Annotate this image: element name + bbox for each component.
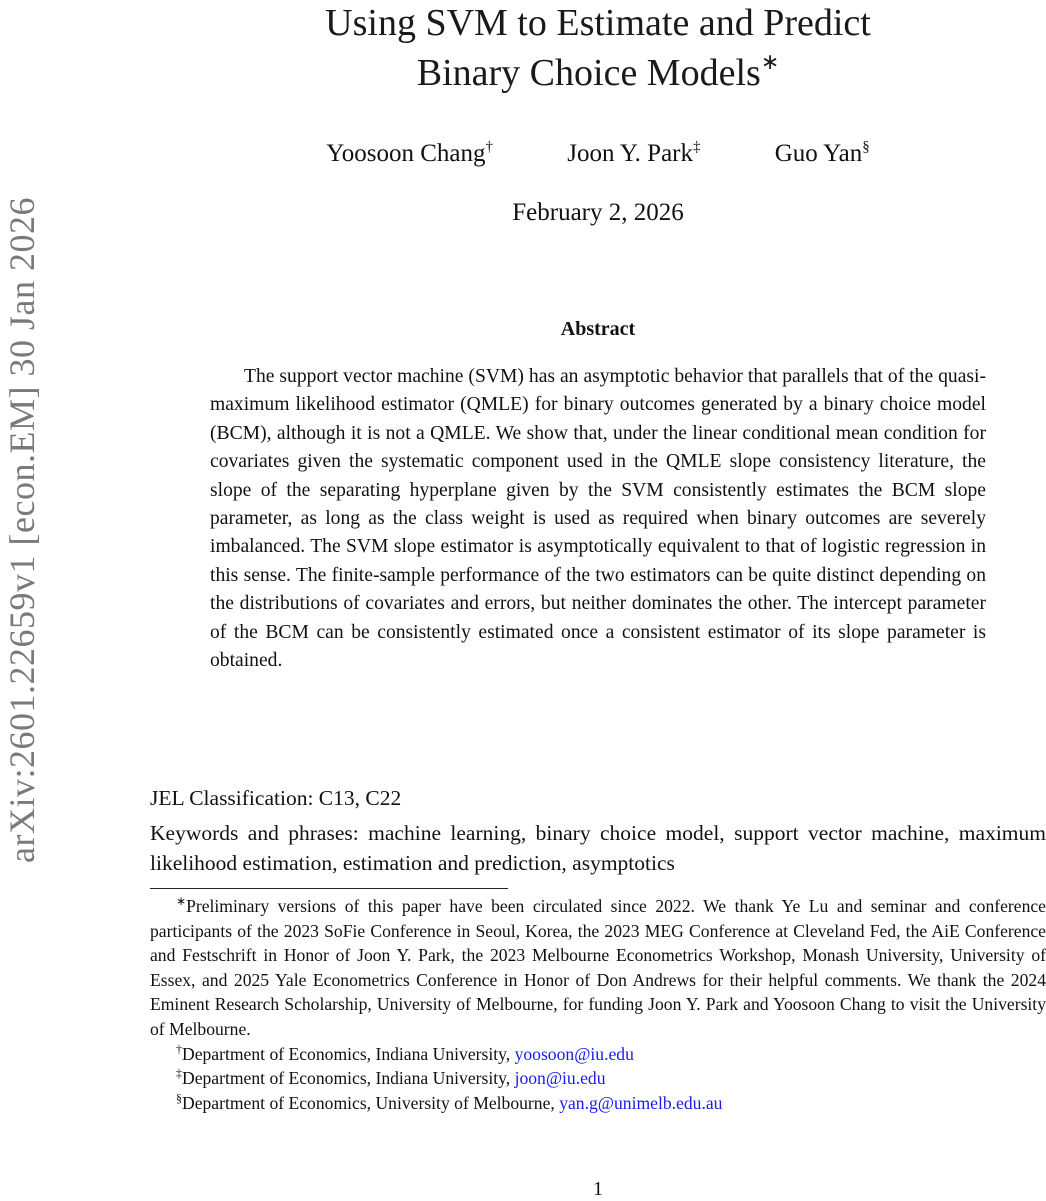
footnote-divider xyxy=(150,888,508,889)
footnote-mark: § xyxy=(176,1090,182,1105)
footnote-affiliation-yan xyxy=(150,1091,1046,1116)
title-line-2-text: Binary Choice Models xyxy=(416,52,761,94)
keywords: Keywords and phrases: machine learning, binary choice model, support vector machine, maximum likelihood estimation, estimation and prediction, asymptotics xyxy=(150,821,1046,875)
footnotes xyxy=(150,894,1046,1115)
footnote-text: Preliminary versions of this paper have been circulated since 2022. We thank Ye Lu and seminar and conference participants of the 2023 SoFie Conference in Seoul, Korea, the 2023 MEG Conference at Cleveland Fed, the AiE Conference and Festschrift in Honor of Joon Y. Park, the 2023 Melbourne Econometrics Workshop, Monash University, University of Essex, and 2025 Yale Econometrics Conference in Honor of Don Andrews for their helpful comments. We thank the 2024 Eminent Research Scholarship, University of Melbourne, for funding Joon Y. Park and Yoosoon Chang to visit the University of Melbourne. xyxy=(150,896,1046,1039)
footnote-mark: ‡ xyxy=(176,1066,182,1081)
author-list xyxy=(150,140,1046,168)
jel-classification: JEL Classification: C13, C22 xyxy=(150,786,402,810)
author-3-mark: § xyxy=(862,139,870,155)
author-1-mark: † xyxy=(485,139,494,155)
paper-title xyxy=(150,0,1046,98)
author-1-name: Yoosoon Chang xyxy=(326,140,486,167)
footnote-affiliation-park xyxy=(150,1066,1046,1091)
author-2-mark: ‡ xyxy=(693,139,701,155)
email-link-yan[interactable]: yan.g@unimelb.edu.au xyxy=(559,1092,723,1113)
page-number: 1 xyxy=(593,1178,603,1200)
author-2-name: Joon Y. Park xyxy=(567,140,693,167)
footnote-affiliation-chang xyxy=(150,1042,1046,1067)
author-1 xyxy=(326,140,493,168)
email-link-park[interactable]: joon@iu.edu xyxy=(514,1068,606,1089)
title-footnote-mark: ∗ xyxy=(760,49,780,74)
author-2 xyxy=(567,140,700,168)
abstract-text: The support vector machine (SVM) has an asymptotic behavior that parallels that of the quasi-maximum likelihood estimator (QMLE) for binary outcomes generated by a binary choice model (BCM), although it is not a QMLE. We show that, under the linear conditional mean condition for covariates given the systematic component used in the QMLE slope consistency literature, the slope of the separating hyperplane given by the SVM consistently estimates the BCM slope parameter, as long as the class weight is used as required when binary outcomes are severely imbalanced. The SVM slope estimator is asymptotically equivalent to that of logistic regression in this sense. The finite-sample performance of the two estimators can be quite distinct depending on the distributions of covariates and errors, but neither dominates the other. The intercept parameter of the BCM can be consistently estimated once a consistent estimator of its slope parameter is obtained. xyxy=(210,366,986,672)
title-line-2 xyxy=(150,48,1046,98)
footnote-mark: ∗ xyxy=(176,894,187,908)
title-line-1: Using SVM to Estimate and Predict xyxy=(325,2,871,44)
footnote-text: Department of Economics, University of Melbourne, xyxy=(182,1092,560,1113)
author-3-name: Guo Yan xyxy=(774,140,863,167)
footnote-text: Department of Economics, Indiana University, xyxy=(182,1043,515,1064)
footnote-mark: † xyxy=(176,1041,182,1056)
email-link-chang[interactable]: yoosoon@iu.edu xyxy=(514,1043,634,1064)
arxiv-identifier: arXiv:2601.22659v1 [econ.EM] 30 Jan 2026 xyxy=(2,197,42,863)
abstract-heading: Abstract xyxy=(560,318,636,340)
author-3 xyxy=(775,140,870,168)
footnote-acknowledgement xyxy=(150,894,1046,1042)
paper-date: February 2, 2026 xyxy=(512,199,684,226)
footnote-text: Department of Economics, Indiana University, xyxy=(182,1068,515,1089)
